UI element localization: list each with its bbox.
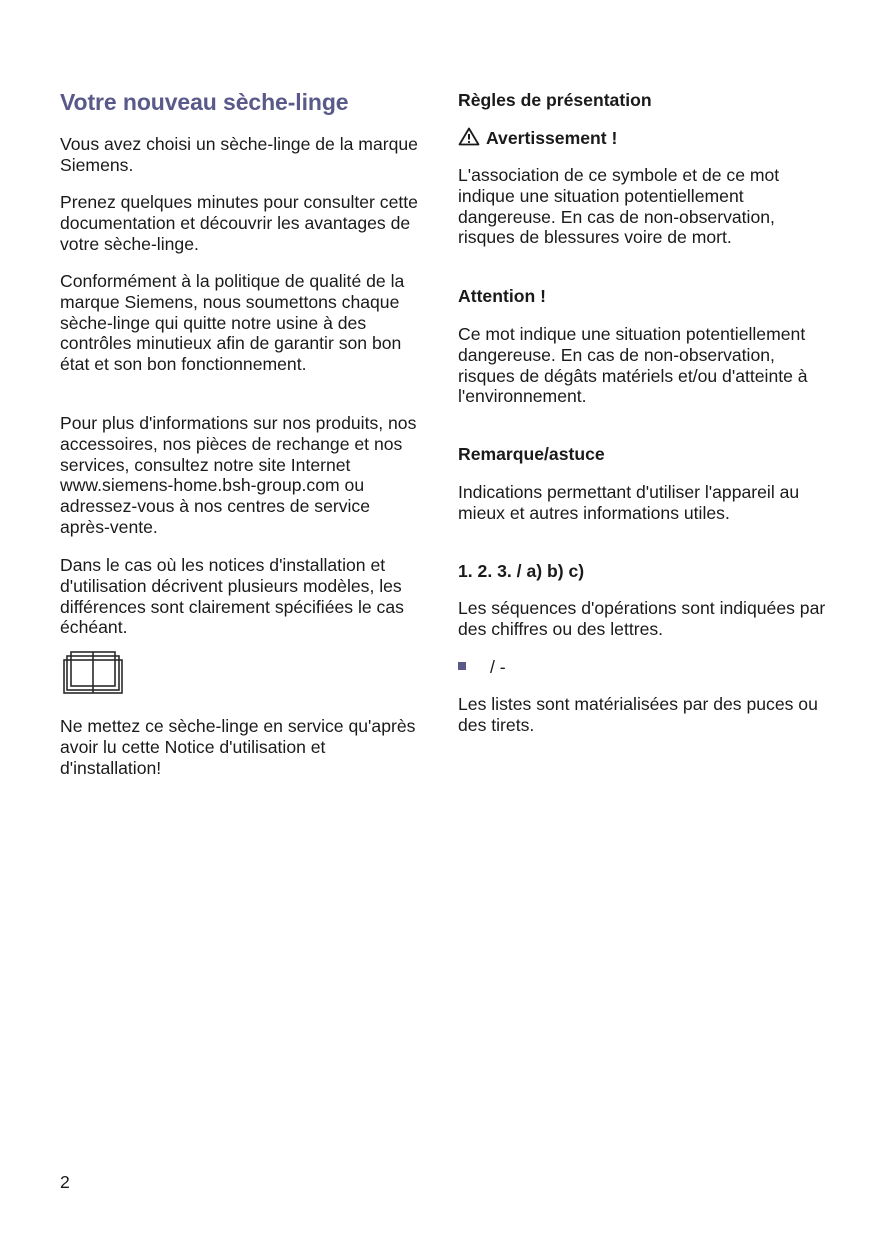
quality-paragraph: Conformément à la politique de qualité de la marque Siemens, nous soumettons chaque sèche-linge qui quitte notre usine à des contrôles minutieux afin de garantir son bon état et son bon fonctionnement. bbox=[60, 271, 405, 375]
sequence-heading: 1. 2. 3. / a) b) c) bbox=[458, 561, 585, 581]
read-notice-paragraph: Ne mettez ce sèche-linge en service qu'après avoir lu cette Notice d'utilisation et d'installation! bbox=[60, 716, 416, 778]
square-bullet-icon bbox=[458, 662, 466, 670]
warning-triangle-icon bbox=[458, 127, 480, 146]
attention-heading: Attention ! bbox=[458, 286, 546, 306]
page-number: 2 bbox=[60, 1172, 70, 1192]
list-symbols-text: / - bbox=[490, 657, 506, 677]
documentation-paragraph: Prenez quelques minutes pour consulter cette documentation et découvrir les avantages de votre sèche-linge. bbox=[60, 192, 418, 254]
tip-text: Indications permettant d'utiliser l'appareil au mieux et autres informations utiles. bbox=[458, 482, 800, 523]
attention-text: Ce mot indique une situation potentiellement dangereuse. En cas de non-observation, risques de dégâts matériels et/ou d'atteinte à l'environnement. bbox=[458, 324, 808, 407]
page-title: Votre nouveau sèche-linge bbox=[60, 89, 349, 115]
open-book-icon bbox=[63, 651, 123, 695]
warning-heading-label: Avertissement ! bbox=[486, 128, 618, 148]
warning-text: L'association de ce symbole et de ce mot indique une situation potentiellement dangereuse. En cas de non-observation, risques de blessures voire de mort. bbox=[458, 165, 780, 248]
info-paragraph: Pour plus d'informations sur nos produits, nos accessoires, nos pièces de rechange et nos services, consultez notre site Internet www.siemens-home.bsh-group.com ou adressez-vous à nos centres de service après-vente. bbox=[60, 413, 417, 537]
intro-paragraph: Vous avez choisi un sèche-linge de la marque Siemens. bbox=[60, 134, 418, 175]
list-symbols-line bbox=[458, 657, 506, 678]
warning-heading bbox=[458, 127, 617, 149]
tip-heading: Remarque/astuce bbox=[458, 444, 605, 464]
presentation-rules-heading: Règles de présentation bbox=[458, 90, 652, 110]
sequence-text: Les séquences d'opérations sont indiquées par des chiffres ou des lettres. bbox=[458, 598, 826, 639]
models-paragraph: Dans le cas où les notices d'installation et d'utilisation décrivent plusieurs modèles, les différences sont clairement spécifiées le cas échéant. bbox=[60, 555, 404, 638]
lists-text: Les listes sont matérialisées par des puces ou des tirets. bbox=[458, 694, 818, 735]
